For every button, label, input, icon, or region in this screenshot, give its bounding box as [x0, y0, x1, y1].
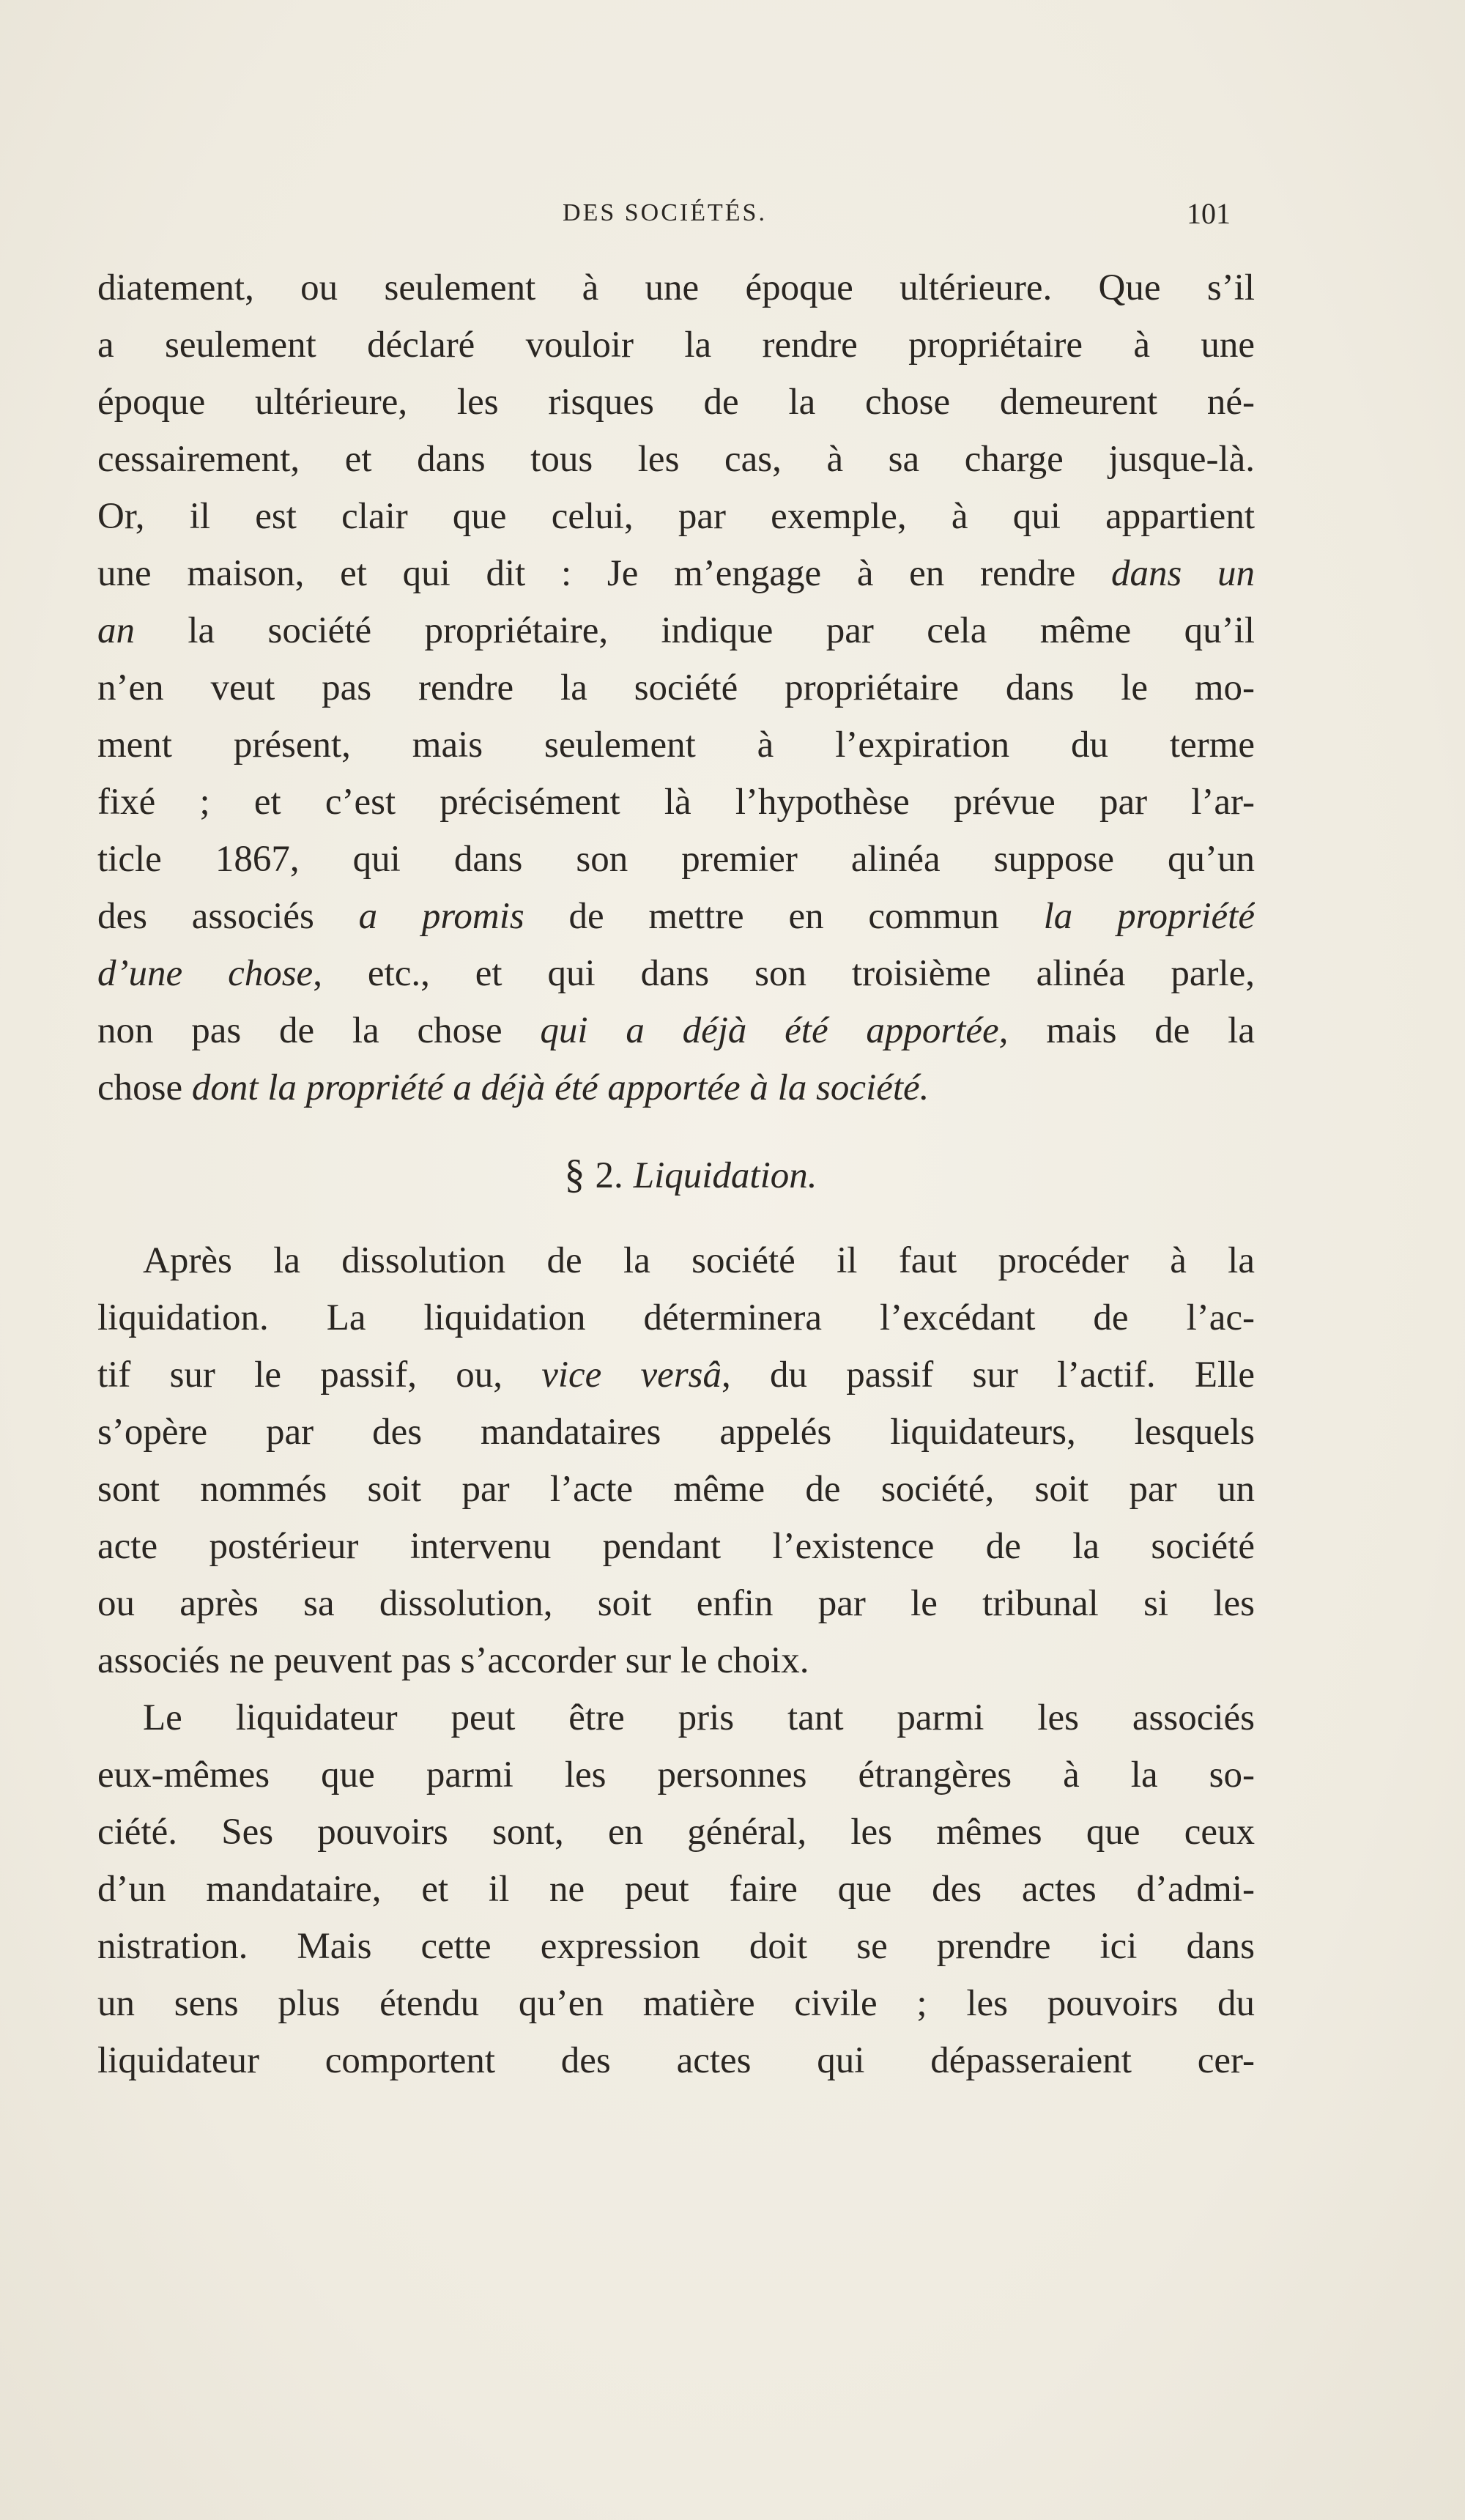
- text-run: non pas de la chose: [97, 1010, 541, 1051]
- text-run: des associés: [97, 896, 359, 937]
- italic-run: qui a déjà été apportée,: [540, 1010, 1009, 1051]
- text-run: de mettre en commun: [524, 896, 1044, 937]
- text-line: [97, 602, 1255, 659]
- body-text: [97, 259, 1255, 2089]
- italic-run: dans un: [1110, 553, 1255, 594]
- text-line: Le liquidateur peut être pris tant parmi les associés: [143, 1697, 1255, 1738]
- text-line: eux-mêmes que parmi les personnes étrangères à la so-: [97, 1754, 1255, 1796]
- text-line: [97, 545, 1255, 602]
- text-run: chose: [97, 1067, 192, 1108]
- text-line: sont nommés soit par l’acte même de société, soit par un: [97, 1469, 1255, 1510]
- text-run: , etc., et qui dans son troisième alinéa parle,: [313, 953, 1255, 994]
- text-line: d’un mandataire, et il ne peut faire que des actes d’admi-: [97, 1869, 1255, 1910]
- section-heading: [97, 1146, 1255, 1203]
- italic-run: an: [97, 610, 135, 651]
- section-symbol: §: [564, 1152, 585, 1197]
- spacer: [97, 1203, 1255, 1232]
- text-line: diatement, ou seulement à une époque ultérieure. Que s’il: [97, 267, 1255, 308]
- text-line: acte postérieur intervenu pendant l’existence de la société: [97, 1526, 1255, 1567]
- italic-run: d’une chose: [97, 953, 314, 994]
- text-line: liquidateur comportent des actes qui dépasseraient cer-: [97, 2040, 1255, 2081]
- text-line: Après la dissolution de la société il faut procéder à la: [143, 1240, 1255, 1281]
- text-line: un sens plus étendu qu’en matière civile ; les pouvoirs du: [97, 1983, 1255, 2024]
- page-header: [99, 196, 1231, 233]
- italic-run: la propriété: [1043, 896, 1255, 937]
- text-line: s’opère par des mandataires appelés liquidateurs, lesquels: [97, 1412, 1255, 1453]
- text-line: ou après sa dissolution, soit enfin par le tribunal si les: [97, 1583, 1255, 1624]
- italic-run: vice versâ: [541, 1354, 722, 1396]
- text-line: ment présent, mais seulement à l’expiration du terme: [97, 724, 1255, 766]
- text-run: tif sur le passif, ou,: [97, 1354, 542, 1396]
- text-line: liquidation. La liquidation déterminera l’excédant de l’ac-: [97, 1297, 1255, 1338]
- italic-run: a promis: [358, 896, 524, 937]
- text-line: a seulement déclaré vouloir la rendre propriétaire à une: [97, 325, 1255, 366]
- running-head: DES SOCIÉTÉS.: [563, 199, 767, 226]
- text-line: [97, 888, 1255, 945]
- section-number: 2.: [595, 1155, 623, 1196]
- text-run: mais de la: [1008, 1010, 1255, 1051]
- text-run: une maison, et qui dit : Je m’engage à en rendre: [97, 553, 1111, 594]
- text-line: fixé ; et c’est précisément là l’hypothèse prévue par l’ar-: [97, 782, 1255, 823]
- text-line: associés ne peuvent pas s’accorder sur le choix.: [97, 1640, 809, 1681]
- text-line: ciété. Ses pouvoirs sont, en général, les mêmes que ceux: [97, 1812, 1255, 1853]
- text-run: , du passif sur l’actif. Elle: [722, 1354, 1255, 1396]
- text-line: [97, 1346, 1255, 1404]
- page-number: 101: [1187, 197, 1231, 230]
- text-line: [97, 1002, 1255, 1059]
- text-run: la société propriétaire, indique par cela même qu’il: [135, 610, 1255, 651]
- italic-run: dont la propriété a déjà été apportée à la société.: [191, 1067, 930, 1108]
- text-line: ticle 1867, qui dans son premier alinéa suppose qu’un: [97, 839, 1255, 880]
- text-line: nistration. Mais cette expression doit se prendre ici dans: [97, 1926, 1255, 1967]
- text-line: époque ultérieure, les risques de la chose demeurent né-: [97, 382, 1255, 423]
- spacer: [97, 1116, 1255, 1146]
- text-line: Or, il est clair que celui, par exemple, à qui appartient: [97, 496, 1255, 537]
- text-line: cessairement, et dans tous les cas, à sa charge jusque-là.: [97, 439, 1255, 480]
- text-line: [97, 1059, 1255, 1116]
- text-line: [97, 945, 1255, 1002]
- text-line: n’en veut pas rendre la société propriétaire dans le mo-: [97, 667, 1255, 708]
- section-title: Liquidation.: [633, 1155, 817, 1196]
